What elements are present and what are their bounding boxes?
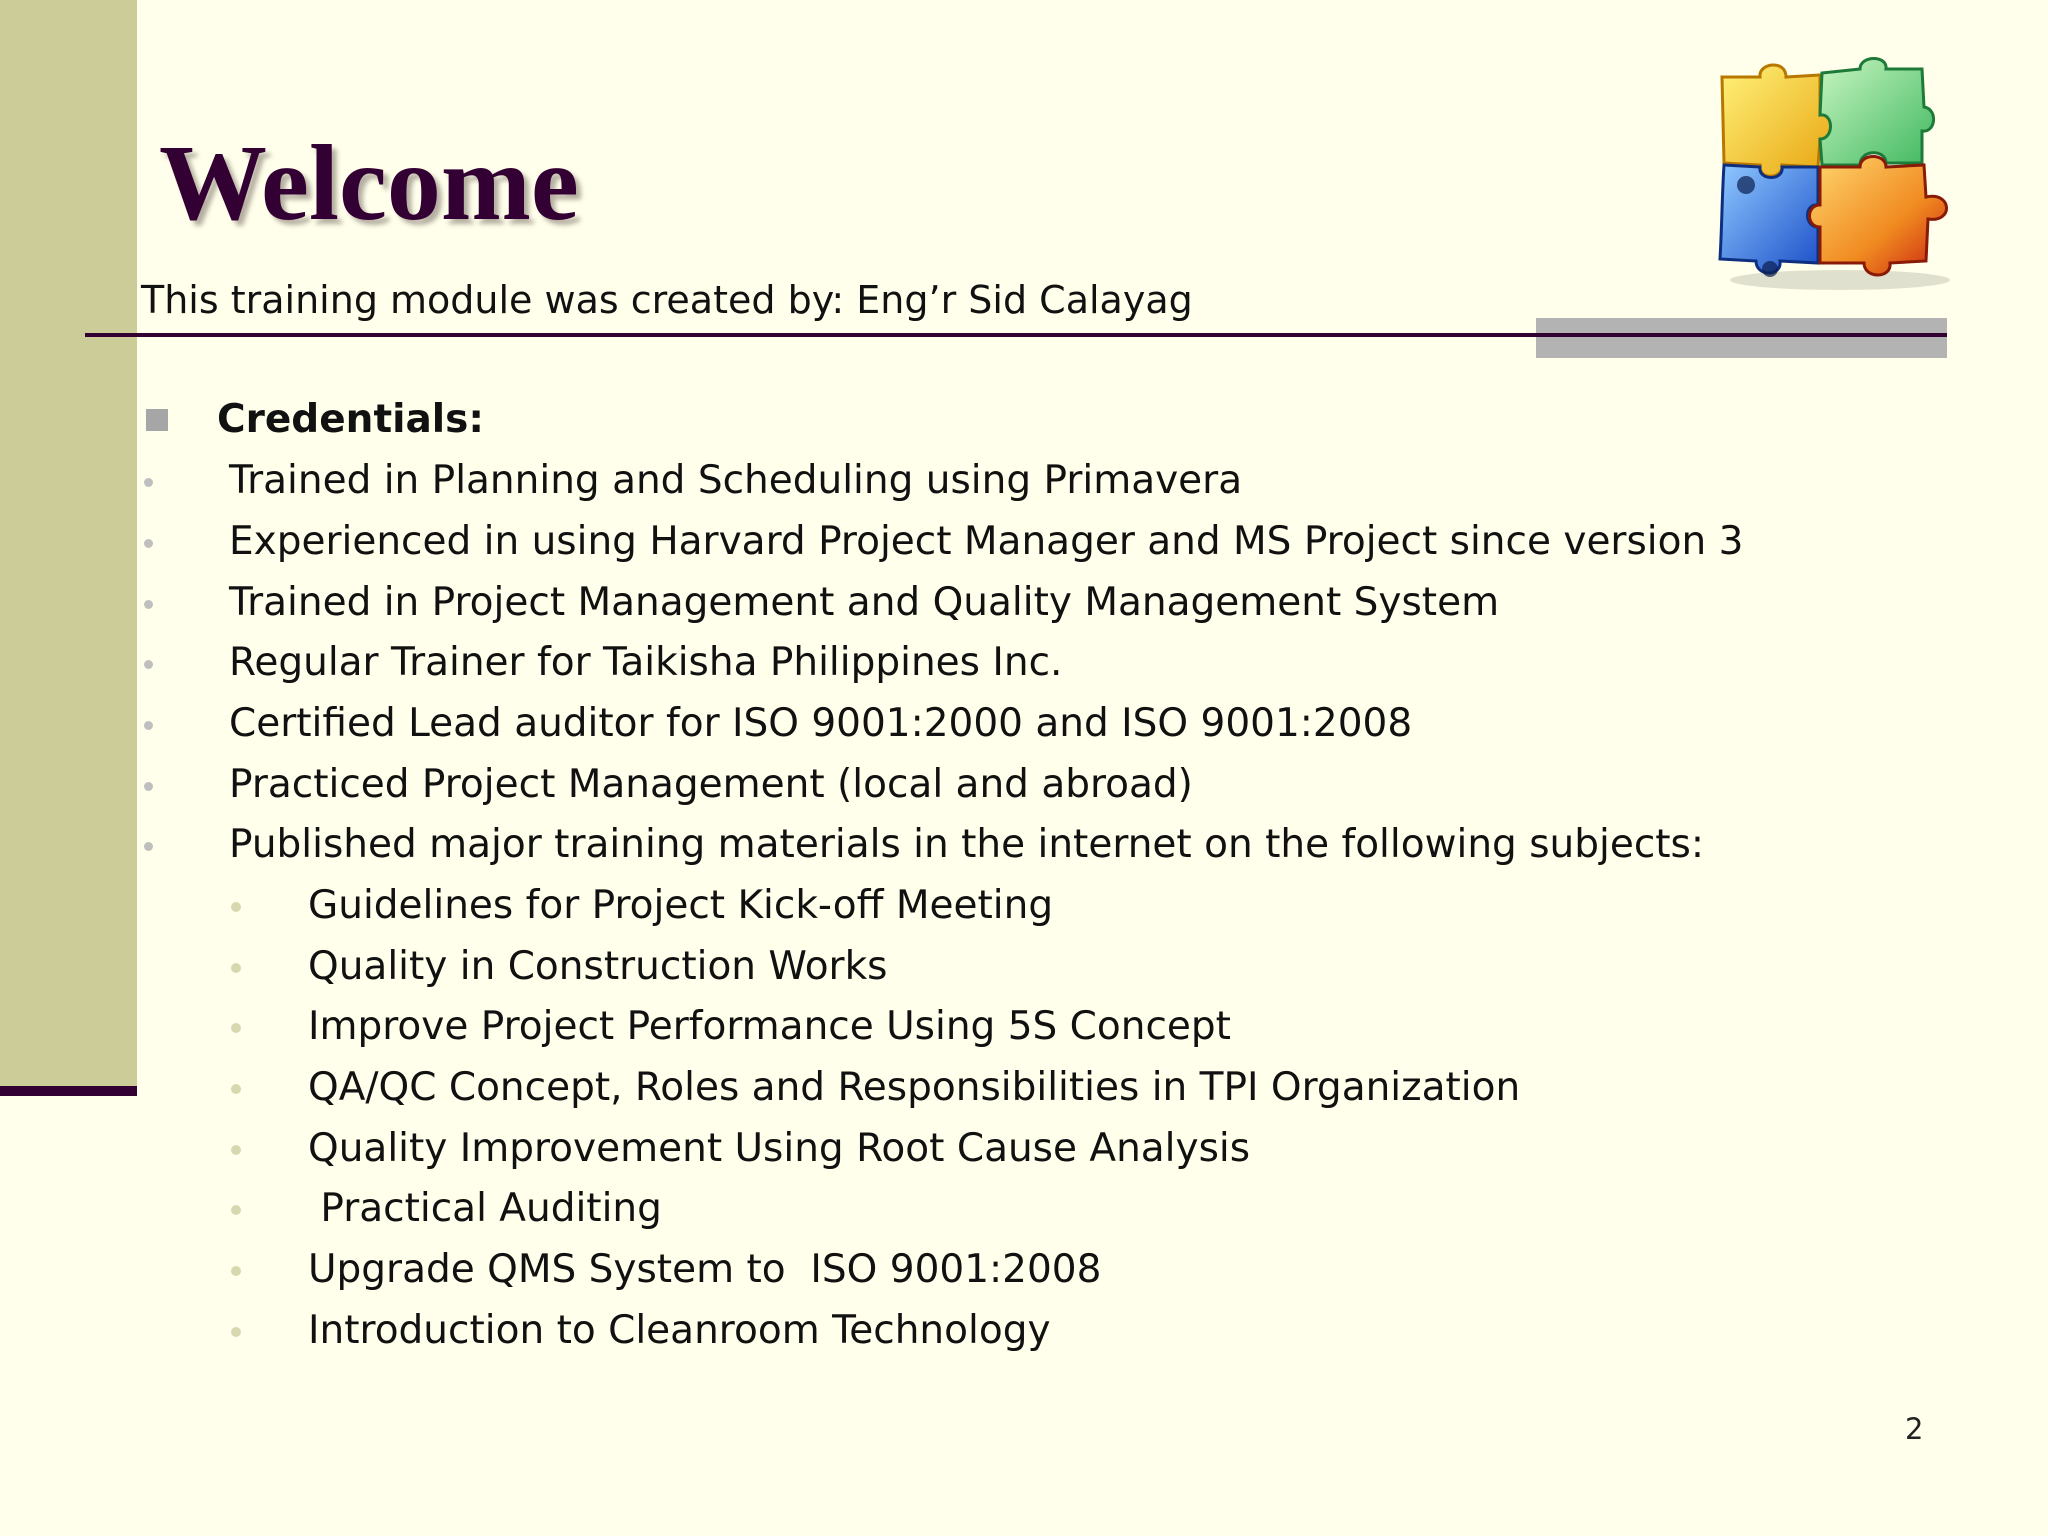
credentials-heading-row	[0, 392, 1200, 448]
list-item	[0, 635, 1800, 691]
subject-text: QA/QC Concept, Roles and Responsibilities in TPI Organization	[308, 1065, 1521, 1110]
dot-bullet-icon	[231, 1266, 241, 1276]
header-rule-accent-block	[1536, 318, 1947, 358]
page-number: 2	[1905, 1412, 1924, 1446]
dot-bullet-icon	[144, 539, 153, 548]
subject-item	[0, 878, 1800, 934]
header-rule-accent-line	[1536, 333, 1947, 337]
dot-bullet-icon	[144, 478, 153, 487]
dot-bullet-icon	[144, 842, 153, 851]
subject-text: Introduction to Cleanroom Technology	[308, 1308, 1051, 1353]
list-item	[0, 696, 1800, 752]
credential-text: Published major training materials in the internet on the following subjects:	[229, 822, 1705, 867]
dot-bullet-icon	[231, 902, 241, 912]
subject-item	[0, 1303, 1800, 1359]
dot-bullet-icon	[231, 1023, 241, 1033]
credential-text: Trained in Project Management and Quality Management System	[229, 580, 1500, 625]
dot-bullet-icon	[231, 1084, 241, 1094]
list-item	[0, 817, 1800, 873]
subject-text: Upgrade QMS System to ISO 9001:2008	[308, 1247, 1102, 1292]
puzzle-pieces-icon	[1700, 55, 1970, 295]
subject-item	[0, 1181, 1800, 1237]
list-item	[0, 453, 1800, 509]
credential-text: Certified Lead auditor for ISO 9001:2000 and ISO 9001:2008	[229, 701, 1413, 746]
list-item	[0, 757, 1800, 813]
subject-item	[0, 999, 1800, 1055]
dot-bullet-icon	[231, 963, 241, 973]
credential-text: Practiced Project Management (local and abroad)	[229, 762, 1193, 807]
subject-text: Quality Improvement Using Root Cause Analysis	[308, 1126, 1251, 1171]
credential-text: Experienced in using Harvard Project Manager and MS Project since version 3	[229, 519, 1744, 564]
subject-item	[0, 1242, 1800, 1298]
subject-item	[0, 939, 1800, 995]
subject-text: Practical Auditing	[308, 1186, 662, 1231]
credentials-heading: Credentials:	[217, 397, 484, 442]
dot-bullet-icon	[144, 721, 153, 730]
subject-text: Quality in Construction Works	[308, 944, 888, 989]
dot-bullet-icon	[144, 600, 153, 609]
subject-item	[0, 1060, 1800, 1116]
dot-bullet-icon	[231, 1145, 241, 1155]
dot-bullet-icon	[231, 1327, 241, 1337]
square-bullet-icon	[146, 409, 168, 431]
slide-subtitle: This training module was created by: Eng’r Sid Calayag	[141, 278, 1193, 322]
list-item	[0, 514, 1800, 570]
dot-bullet-icon	[144, 782, 153, 791]
list-item	[0, 575, 1800, 631]
credential-text: Regular Trainer for Taikisha Philippines Inc.	[229, 640, 1063, 685]
dot-bullet-icon	[231, 1205, 241, 1215]
slide-title: Welcome	[159, 124, 579, 243]
subject-text: Improve Project Performance Using 5S Concept	[308, 1004, 1231, 1049]
subject-item	[0, 1121, 1800, 1177]
credential-text: Trained in Planning and Scheduling using Primavera	[229, 458, 1243, 503]
dot-bullet-icon	[144, 660, 153, 669]
subject-text: Guidelines for Project Kick-off Meeting	[308, 883, 1054, 928]
